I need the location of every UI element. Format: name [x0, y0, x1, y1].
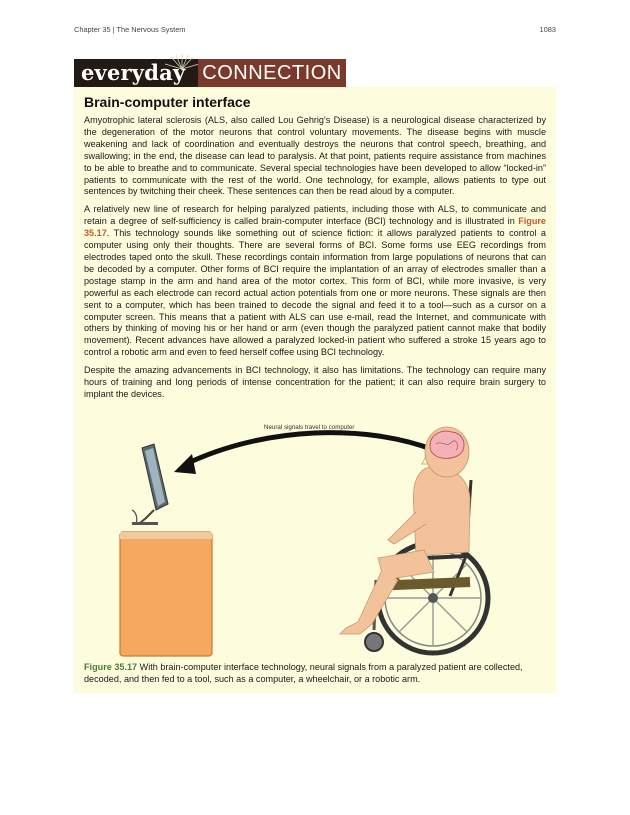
- computer-monitor-icon: [132, 444, 168, 525]
- paragraph-1: Amyotrophic lateral sclerosis (ALS, also called Lou Gehrig's Disease) is a neurological disease characterized by the degeneration of the motor neurons that control voluntary movements. The disease begins with muscle weakening and lack of coordination and eventually destroys the neurons that control speech, breathing, and swallowing; in the end, the disease can lead to paralysis. At that point, patients require assistance from machines to be able to breathe and to communicate. Several special technologies have been developed to allow “locked-in” patients to communicate with the rest of the world. One technology, for example, allows patients to type out sentences by twitching their cheek. These sentences can then be read aloud by a computer.: [84, 115, 546, 197]
- bci-figure: [96, 420, 536, 660]
- banner-word-everyday: everyday: [81, 60, 186, 85]
- figure-caption: [84, 662, 546, 686]
- patient-figure: [340, 427, 470, 634]
- paragraph-3: Despite the amazing advancements in BCI technology, it also has limitations. The technology can require many hours of training and long periods of intense concentration for the patient; it can also require brain surgery to implant the devices.: [84, 365, 546, 399]
- bci-illustration: [96, 420, 536, 660]
- page-number: 1083: [539, 25, 556, 34]
- arrow-label: Neural signals travel to computer: [264, 424, 355, 431]
- feature-content: [84, 94, 546, 407]
- paragraph-2: [84, 204, 546, 359]
- running-head: [74, 25, 556, 37]
- paragraph-2-end: . This technology sounds like something out of science fiction: it allows paralyzed patients to control a computer using only their thoughts. There are several forms of BCI. Some forms use EEG recordings from electrodes taped onto the skull. These recordings contain information from large populations of neurons that can be decoded by a computer. Other forms of BCI require the implantation of an array of electrodes smaller than a postage stamp in the arm and hand area of the motor cortex. This form of BCI, while more invasive, is very powerful as each electrode can record actual action potentials from one or more neurons. These signals are then sent to a computer, which has been trained to decode the signal and feed it to a tool—such as a cursor on a computer screen. This means that a patient with ALS can use e-mail, read the Internet, and communicate with others by thinking of moving his or her hand or arm (even though the paralyzed patient cannot make that bodily movement). Recent advances have allowed a paralyzed locked-in patient who suffered a stroke 15 years ago to control a robotic arm and even to feed herself coffee using BCI technology.: [84, 228, 546, 358]
- paragraph-2-start: A relatively new line of research for helping paralyzed patients, including those with ALS, to communicate and retain a degree of self-sufficiency is called brain-computer interface (BCI) technology and is illustrated in: [84, 204, 546, 227]
- brain-icon: [430, 431, 464, 458]
- chapter-title: Chapter 35 | The Nervous System: [74, 25, 186, 34]
- signal-arrow-head: [174, 454, 196, 474]
- figure-reference-link[interactable]: Figure 35.17: [84, 216, 546, 239]
- section-title: Brain-computer interface: [84, 94, 251, 110]
- computer-tower: [120, 532, 212, 656]
- signal-arrow: [186, 433, 434, 464]
- everyday-connection-banner: [74, 59, 346, 87]
- caption-number: Figure 35.17: [84, 662, 138, 672]
- caption-text: With brain-computer interface technology, neural signals from a paralyzed patient are collected, decoded, and then fed to a tool, such as a computer, a wheelchair, or a robotic arm.: [84, 662, 523, 684]
- banner-word-connection: CONNECTION: [198, 59, 346, 87]
